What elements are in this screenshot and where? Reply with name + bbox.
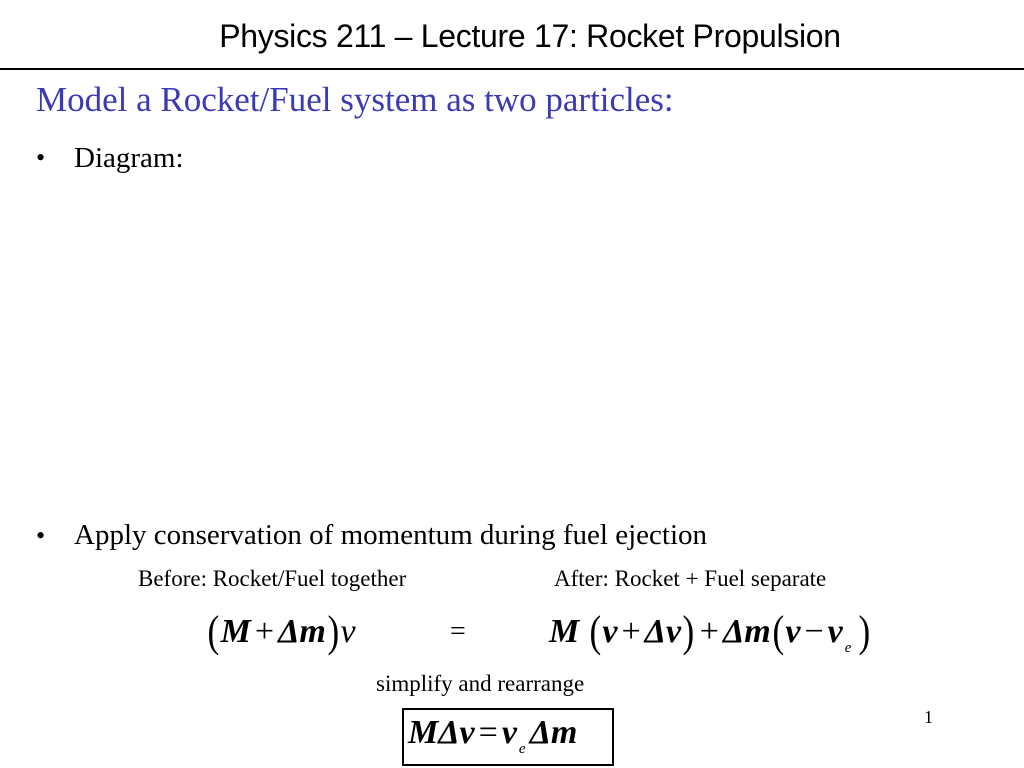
op-plus: + (699, 613, 719, 650)
var-v: v (785, 613, 801, 650)
result-rhs: Δm (529, 714, 578, 751)
title-divider (0, 68, 1024, 70)
op-equals: = (478, 714, 498, 751)
equation-before (206, 606, 356, 657)
var-M: M (549, 613, 580, 650)
var-delta-m: Δm (278, 613, 326, 650)
var-v-exhaust: v (501, 714, 517, 751)
op-minus: − (804, 613, 824, 650)
equation-result (408, 714, 577, 758)
page-number: 1 (924, 707, 933, 727)
bullet-diagram: Diagram: (74, 142, 184, 174)
paren-open: ( (207, 607, 220, 656)
equals-sign: = (450, 616, 466, 647)
result-lhs: MΔv (408, 714, 475, 751)
var-v: v (602, 613, 618, 650)
subscript-e: e (844, 640, 852, 656)
subscript-e: e (518, 741, 526, 757)
var-v: v (340, 613, 356, 650)
paren-open: ( (772, 607, 784, 656)
diagram-placeholder (70, 190, 950, 510)
bullet-marker: • (36, 143, 46, 172)
var-v-exhaust: v (827, 613, 843, 650)
label-simplify: simplify and rearrange (376, 671, 585, 696)
slide-heading: Model a Rocket/Fuel system as two particles: (36, 80, 674, 119)
label-before: Before: Rocket/Fuel together (138, 566, 407, 591)
var-delta-v: Δv (644, 613, 682, 650)
bullet-conservation: Apply conservation of momentum during fuel ejection (74, 519, 708, 551)
op-plus: + (621, 613, 641, 650)
var-delta-m: Δm (722, 613, 771, 650)
paren-open: ( (589, 607, 601, 656)
var-M: M (220, 613, 251, 650)
paren-close: ) (858, 607, 871, 656)
paren-close: ) (327, 607, 340, 656)
paren-close: ) (682, 607, 695, 656)
slide-title: Physics 211 – Lecture 17: Rocket Propulsion (219, 18, 841, 54)
label-after: After: Rocket + Fuel separate (554, 566, 827, 591)
op-plus: + (254, 613, 275, 650)
bullet-marker: • (36, 521, 46, 550)
equation-after (549, 606, 872, 657)
